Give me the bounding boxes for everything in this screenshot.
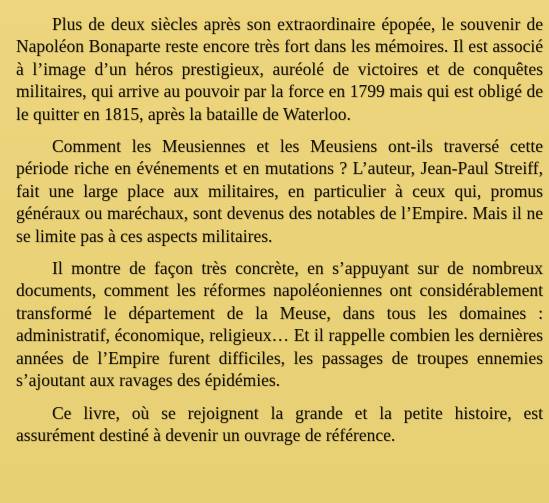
paragraph-reforms-meuse: Il montre de façon très concrète, en s’appuyant sur de nombreux documents, comment les réformes napoléoniennes ont considérablement transformé le département de la Meuse, dans tous les domaines : administratif, économique, religieux… Et il rappelle combien les dernières années de l’Empire furent difficiles, les passages de troupes ennemies s’ajoutant aux ravages des épidémies. (16, 258, 543, 391)
paragraph-napoleon-intro: Plus de deux siècles après son extraordinaire épopée, le souvenir de Napoléon Bonaparte reste encore très fort dans les mémoires. Il est associé à l’image d’un héros prestigieux, auréolé de victoires et de conquêtes militaires, qui arrive au pouvoir par la force en 1799 mais qui est obligé de le quitter en 1815, après la bataille de Waterloo. (16, 14, 543, 124)
paragraph-meusiens-period: Comment les Meusiennes et les Meusiens ont-ils traversé cette période riche en événements et en mutations ? L’auteur, Jean-Paul Streiff, fait une large place aux militaires, en particulier à ceux qui, promus généraux ou maréchaux, sont devenus des notables de l’Empire. Mais il ne se limite pas à ces aspects militaires. (16, 136, 543, 246)
paragraph-conclusion: Ce livre, où se rejoignent la grande et la petite histoire, est assurément destiné à devenir un ouvrage de référence. (16, 402, 543, 445)
